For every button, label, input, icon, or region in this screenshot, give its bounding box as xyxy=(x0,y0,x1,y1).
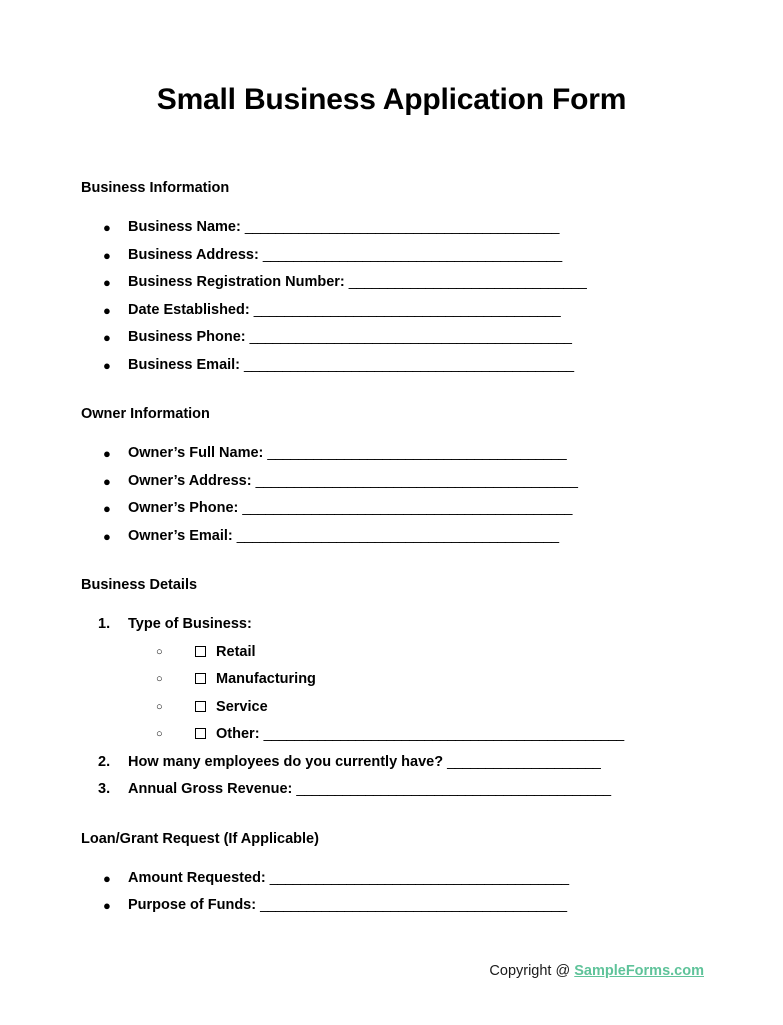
page-title: Small Business Application Form xyxy=(156,83,627,116)
business-information-list xyxy=(81,214,701,379)
list-item xyxy=(81,352,701,380)
field-label: Business Address: xyxy=(128,246,259,263)
checkbox-option-service[interactable] xyxy=(81,694,701,722)
bullet-icon: ● xyxy=(103,898,111,913)
list-number: 2. xyxy=(98,753,111,770)
list-number: 1. xyxy=(98,616,111,632)
fill-in-blank[interactable]: ____________________ xyxy=(447,753,601,770)
field-label: Type of Business: xyxy=(128,616,252,632)
checkbox-icon[interactable] xyxy=(195,701,206,712)
section-heading-business-information: Business Information xyxy=(81,180,230,196)
field-label: Purpose of Funds: xyxy=(128,897,257,913)
section-heading-owner-information: Owner Information xyxy=(81,406,210,422)
list-item xyxy=(81,611,701,639)
field-label: Owner’s Full Name: xyxy=(128,445,264,461)
fill-in-blank[interactable]: _________________________________________ xyxy=(244,219,560,235)
section-spacer xyxy=(81,395,701,404)
circle-bullet-icon: ○ xyxy=(156,645,163,658)
list-item xyxy=(81,892,701,920)
field-label: How many employees do you currently have? xyxy=(128,753,444,770)
business-details-list xyxy=(81,611,701,804)
bullet-icon: ● xyxy=(103,473,111,489)
field-label: Owner’s Phone: xyxy=(128,500,239,516)
field-label: Business Email: xyxy=(128,356,241,373)
section-business-details xyxy=(81,575,701,804)
copyright-text: Copyright @ xyxy=(489,963,575,979)
checkbox-icon[interactable] xyxy=(195,646,206,657)
sampleforms-link[interactable]: SampleForms.com xyxy=(574,963,704,979)
field-label: Business Name: xyxy=(128,219,241,235)
field-label: Amount Requested: xyxy=(128,869,266,886)
list-item xyxy=(81,523,701,551)
bullet-icon: ● xyxy=(103,330,111,345)
owner-information-list xyxy=(81,440,701,550)
bullet-icon: ● xyxy=(103,275,111,290)
fill-in-blank[interactable]: _________________________________________ xyxy=(296,781,611,797)
circle-bullet-icon: ○ xyxy=(156,673,163,685)
list-item xyxy=(81,242,701,270)
field-label: Date Established: xyxy=(128,301,250,318)
section-owner-information xyxy=(81,404,701,550)
checkbox-option-other[interactable] xyxy=(81,721,701,749)
fill-in-blank[interactable]: _______________________________ xyxy=(348,274,587,290)
fill-in-blank[interactable]: ___________________________________________ xyxy=(242,500,572,516)
option-label: Retail xyxy=(216,643,256,660)
list-item xyxy=(81,749,701,777)
list-item xyxy=(81,865,701,893)
bullet-icon: ● xyxy=(103,870,111,886)
option-label: Other: xyxy=(216,726,260,742)
option-label: Service xyxy=(216,698,268,715)
checkbox-icon[interactable] xyxy=(195,673,206,684)
bullet-icon: ● xyxy=(103,357,111,373)
fill-in-blank[interactable]: _______________________________________________ xyxy=(263,726,624,742)
field-label: Owner’s Email: xyxy=(128,527,233,544)
field-label: Business Registration Number: xyxy=(128,274,345,290)
fill-in-blank[interactable]: __________________________________________ xyxy=(249,329,572,345)
type-of-business-options xyxy=(81,639,701,749)
fill-in-blank[interactable]: ________________________________________ xyxy=(253,301,561,318)
checkbox-option-manufacturing[interactable] xyxy=(81,666,701,694)
field-label: Business Phone: xyxy=(128,329,246,345)
option-label: Manufacturing xyxy=(216,671,316,687)
list-item xyxy=(81,324,701,352)
list-item xyxy=(81,269,701,297)
checkbox-icon[interactable] xyxy=(195,728,206,739)
section-heading-business-details: Business Details xyxy=(81,577,198,593)
fill-in-blank[interactable]: _______________________________________ xyxy=(267,445,567,461)
bullet-icon: ● xyxy=(103,501,111,516)
loan-grant-request-list xyxy=(81,865,701,920)
footer xyxy=(0,960,704,982)
list-item xyxy=(81,776,701,804)
fill-in-blank[interactable]: ________________________________________ xyxy=(260,897,567,913)
list-item xyxy=(81,495,701,523)
fill-in-blank[interactable]: _______________________________________ xyxy=(269,869,569,886)
fill-in-blank[interactable]: __________________________________________ xyxy=(236,527,559,544)
checkbox-option-retail[interactable] xyxy=(81,639,701,667)
fill-in-blank[interactable]: _______________________________________ xyxy=(262,246,562,263)
fill-in-blank[interactable]: ___________________________________________ xyxy=(244,356,574,373)
section-spacer xyxy=(81,566,701,575)
bullet-icon: ● xyxy=(103,528,111,544)
list-number: 3. xyxy=(98,781,111,797)
bullet-icon: ● xyxy=(103,446,111,461)
list-item xyxy=(81,214,701,242)
section-heading-loan-grant-request: Loan/Grant Request (If Applicable) xyxy=(81,830,319,847)
circle-bullet-icon: ○ xyxy=(156,728,163,740)
section-business-information xyxy=(81,178,701,379)
bullet-icon: ● xyxy=(103,302,111,318)
list-item xyxy=(81,440,701,468)
section-loan-grant-request xyxy=(81,829,701,920)
list-item xyxy=(81,468,701,496)
field-label: Annual Gross Revenue: xyxy=(128,781,293,797)
bullet-icon: ● xyxy=(103,220,111,235)
fill-in-blank[interactable]: __________________________________________ xyxy=(255,472,578,489)
document-body xyxy=(81,178,701,936)
field-label: Owner’s Address: xyxy=(128,472,252,489)
bullet-icon: ● xyxy=(103,247,111,263)
list-item xyxy=(81,297,701,325)
circle-bullet-icon: ○ xyxy=(156,700,163,713)
section-spacer xyxy=(81,820,701,829)
